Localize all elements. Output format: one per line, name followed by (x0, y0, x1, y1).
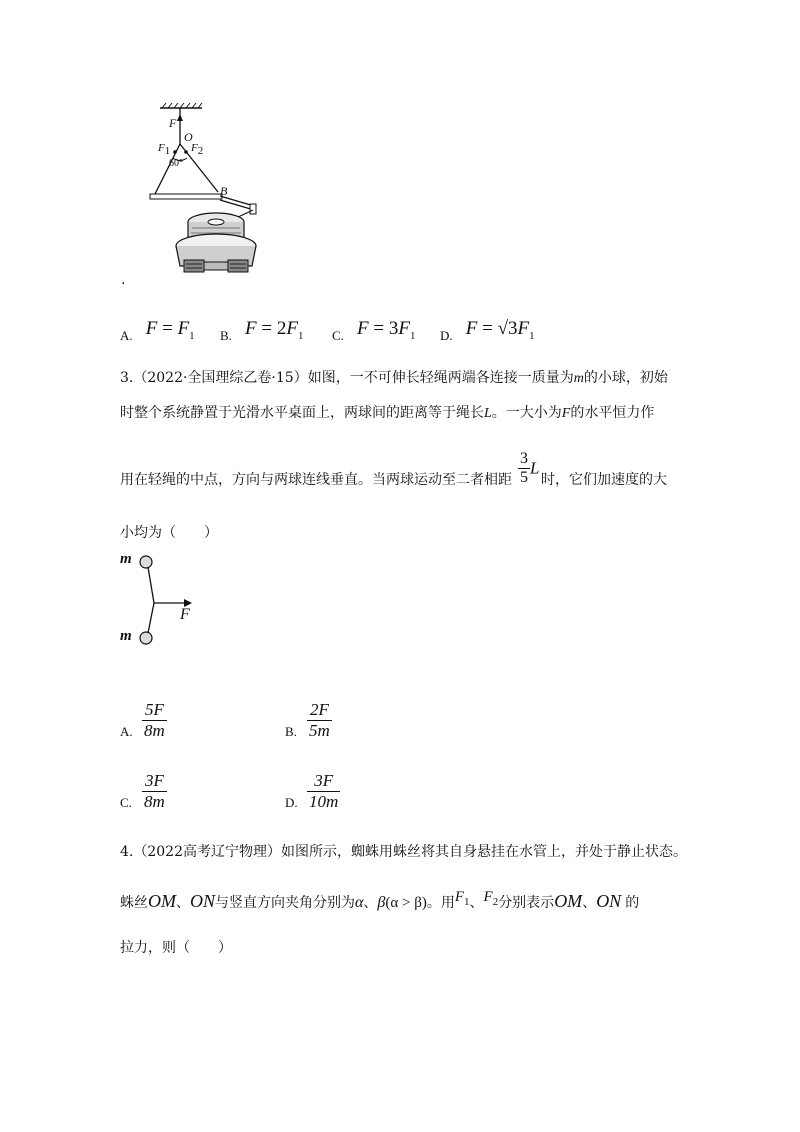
q4-line-2: 蛛丝OM、ON与竖直方向夹角分别为α、β(α > β)。用$F_1$、$F_2$分别表示OM、ON 的 (120, 889, 640, 911)
label-angle-60: 60° (169, 158, 183, 169)
q3-line-1: 3.（2022·全国理综乙卷·15）如图，一不可伸长轻绳两端各连接一质量为m的小球，初始 (120, 370, 668, 386)
figure-two-balls (118, 550, 228, 650)
q2-option-a[interactable]: $_{A.}$ $F = F_1$ (120, 318, 195, 343)
stray-dot: · (121, 276, 126, 292)
label-F: F (169, 116, 177, 130)
label-B: B (220, 184, 228, 198)
q3-fraction-3-5-L: $\frac{3}{5}$ L (520, 450, 540, 486)
q3-line-3: 用在轻绳的中点，方向与两球连线垂直。当两球运动至二者相距 (120, 472, 512, 488)
q2-option-b[interactable]: $_{B.}$ $F = 2F_1$ (220, 318, 304, 343)
q2-options (120, 318, 660, 346)
label-O: O (184, 130, 193, 144)
label-F1: $F_1$ (158, 142, 171, 158)
ball-top-label: m (120, 551, 132, 567)
label-F2: $F_2$ (191, 142, 204, 158)
ball-bottom-label: m (120, 628, 132, 644)
q4-line-1: 4.（2022高考辽宁物理）如图所示，蜘蛛用蛛丝将其自身悬挂在水管上，并处于静止状态。 (120, 844, 687, 860)
two-balls-diagram (118, 550, 228, 650)
q2-option-d[interactable]: $_{D.}$ $F = √3F_1$ (440, 318, 535, 343)
q3-line-3b: 时，它们加速度的大 (541, 472, 667, 488)
q2-option-c[interactable]: $_{C.}$ $F = 3F_1$ (332, 318, 416, 343)
force-F-label: F (180, 606, 190, 623)
figure-millstone (140, 100, 270, 285)
q3-line-4: 小均为（ ） (120, 525, 218, 541)
millstone-diagram (140, 100, 270, 285)
q4-line-3: 拉力，则（ ） (120, 940, 232, 956)
q3-line-2: 时整个系统静置于光滑水平桌面上，两球间的距离等于绳长L。一大小为F的水平恒力作 (120, 405, 655, 421)
